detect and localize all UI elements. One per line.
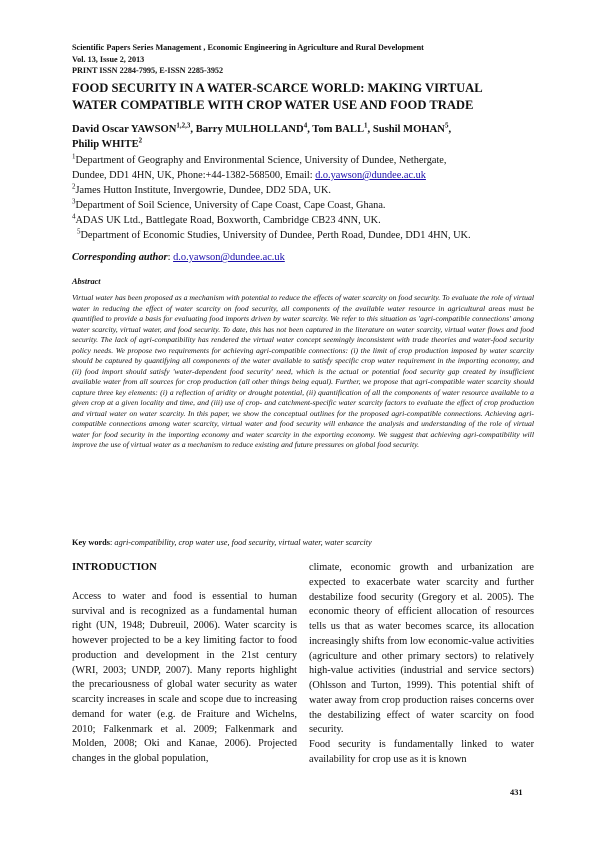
email-link[interactable]: d.o.yawson@dundee.ac.uk xyxy=(315,170,426,181)
section-heading: INTRODUCTION xyxy=(72,562,157,573)
affiliation-list xyxy=(72,153,534,243)
affiliation-4 xyxy=(72,213,534,228)
author-name: Tom BALL xyxy=(312,124,365,135)
abstract-heading: Abstract xyxy=(72,277,101,286)
author-separator: , xyxy=(190,124,196,135)
author-affiliation-marker: 2 xyxy=(138,136,143,145)
affiliation-text: Department of Soil Science, University of Cape Coast, Cape Coast, Ghana. xyxy=(75,200,386,211)
author-name: Sushil MOHAN xyxy=(372,124,445,135)
keywords xyxy=(72,538,534,547)
keywords-text: agri-compatibility, crop water use, food security, virtual water, water scarcity xyxy=(114,538,372,547)
affiliation-marker: 2 xyxy=(72,182,76,191)
corresponding-author-label: Corresponding author xyxy=(72,252,168,263)
abstract-text: Virtual water has been proposed as a mechanism with potential to reduce the effects of water scarcity on food security. To evaluate the role of virtual water in reducing the effect of water scarcity on food security, all components of the available water resource in agricultural areas must be quantified to provide a basis for evaluating food imports driven by water scarcity. We refer to this situation as 'agri-compatible connections' among water scarcity, virtual water, and food security. To date, this has not been captured in the literature on water scarcity, virtual water flows and food security. The lack of agri-compatibility has rendered the virtual water concept seemingly inconsistent with trade theories and water-food security policy needs. We propose two requirements for achieving agri-compatible connections: (i) the limit of crop production imposed by water scarcity should be captured by quantifying all components of the water available to satisfy specific crop water requirement in the importing economy, and (ii) food import should satisfy 'water-dependent food security' need, which is the actual or potential food security gap created by insufficient available water from all sources for crop production (all other things being equal). Further, we propose that agri-compatible water scarcity should capture three key elements: (i) a reflection of aridity or drought potential, (ii) quantification of all the components of water resource available to a given crop at a given locality and time, and (iii) use of crop- and catchment-specific water scarcity factors to evaluate the effect of crop production and virtual water on water scarcity. In this paper, we show the conceptual outlines for the proposed agri-compatible connections. Achieving agri-compatible connections among water scarcity, virtual water and food security will enhance the analysis and understanding of the role of virtual water for food security in the importing economy and water scarcity in the exporting economy. We suggest that achieving agri-compatibility will improve the use of virtual water as a mechanism to reduce existing and future pressures on global food security. xyxy=(72,293,534,449)
journal-header xyxy=(72,42,532,77)
corresponding-colon: : xyxy=(167,252,174,263)
affiliation-1-cont xyxy=(72,168,534,183)
body-paragraph: Food security is fundamentally linked to water availability for crop use as it is known xyxy=(309,739,534,765)
journal-volume: Vol. 13, Issue 2, 2013 xyxy=(72,54,145,64)
author-list xyxy=(72,122,528,152)
paper-title: FOOD SECURITY IN A WATER-SCARCE WORLD: MAKING VIRTUAL WATER COMPATIBLE WITH CROP WATER USE AND FOOD TRADE xyxy=(72,81,482,112)
affiliation-marker: 1 xyxy=(72,152,76,161)
affiliation-1 xyxy=(72,153,534,168)
author-name: Philip WHITE xyxy=(72,139,139,150)
body-paragraph: climate, economic growth and urbanization are expected to exacerbate water scarcity and further destabilize food security (Gregory et al. 2005). The economic theory of efficient allocation of resources tells us that as water becomes scarce, its allocation increasingly shifts from low economic-value activities (agriculture and other primary sectors) to relatively high-value activities (industrial and service sectors) (Ohlsson and Turton, 1999). This potential shift of water away from crop production raises concerns over the destabilizing effect of water scarcity on food security. xyxy=(309,562,534,736)
author-separator: , xyxy=(367,124,373,135)
keywords-colon: : xyxy=(110,538,115,547)
affiliation-marker: 4 xyxy=(72,212,76,221)
affiliation-3 xyxy=(72,198,534,213)
keywords-label: Key words xyxy=(72,538,111,547)
author-affiliation-marker: 1 xyxy=(364,121,368,130)
affiliation-text: Department of Geography and Environmental Science, University of Dundee, Nethergate, xyxy=(75,155,447,166)
affiliation-text: James Hutton Institute, Invergowrie, Dundee, DD2 5DA, UK. xyxy=(75,185,331,196)
page-number: 431 xyxy=(510,788,523,797)
affiliation-text: Dundee, DD1 4HN, UK, Phone:+44-1382-568500, Email: xyxy=(72,170,316,181)
author-name: David Oscar YAWSON xyxy=(72,124,177,135)
author-affiliation-marker: 5 xyxy=(444,121,449,130)
body-paragraph: Access to water and food is essential to human survival and is recognized as a fundamental human right (UN, 1948; Dubreuil, 2006). Water scarcity is however projected to be a key limiting factor to food production and development in the 21st century (WRI, 2003; UNDP, 2007). Many reports highlight the precariousness of global water security as water scarcity increases in scale and scope due to increasing demand for water (e.g. de Fraiture and Wichelns, 2010; Falkenmark et al. 2009; Falkenmark and Molden, 2008; Oki and Kanae, 2006). Projected changes in the global population, xyxy=(72,590,297,764)
journal-series: Scientific Papers Series Management , Economic Engineering in Agriculture and Rural Development xyxy=(72,43,424,52)
corresponding-author xyxy=(72,252,285,263)
affiliation-text: ADAS UK Ltd., Battlegate Road, Boxworth, Cambridge CB23 4NN, UK. xyxy=(75,215,381,226)
affiliation-marker: 5 xyxy=(77,227,81,236)
affiliation-2 xyxy=(72,183,534,198)
corresponding-email-link[interactable]: d.o.yawson@dundee.ac.uk xyxy=(173,252,285,263)
author-separator: , xyxy=(307,124,313,135)
author-name: Barry MULHOLLAND xyxy=(195,124,304,135)
affiliation-text: Department of Economic Studies, University of Dundee, Perth Road, Dundee, DD1 4HN, UK. xyxy=(80,230,471,241)
author-affiliation-marker: 1,2,3 xyxy=(176,121,191,130)
body-column-right xyxy=(309,561,534,768)
journal-issn: PRINT ISSN 2284-7995, E-ISSN 2285-3952 xyxy=(72,66,224,75)
affiliation-marker: 3 xyxy=(72,197,76,206)
body-column-left xyxy=(72,561,297,767)
affiliation-5 xyxy=(72,228,534,243)
author-affiliation-marker: 4 xyxy=(303,121,308,130)
author-separator: , xyxy=(448,124,452,135)
